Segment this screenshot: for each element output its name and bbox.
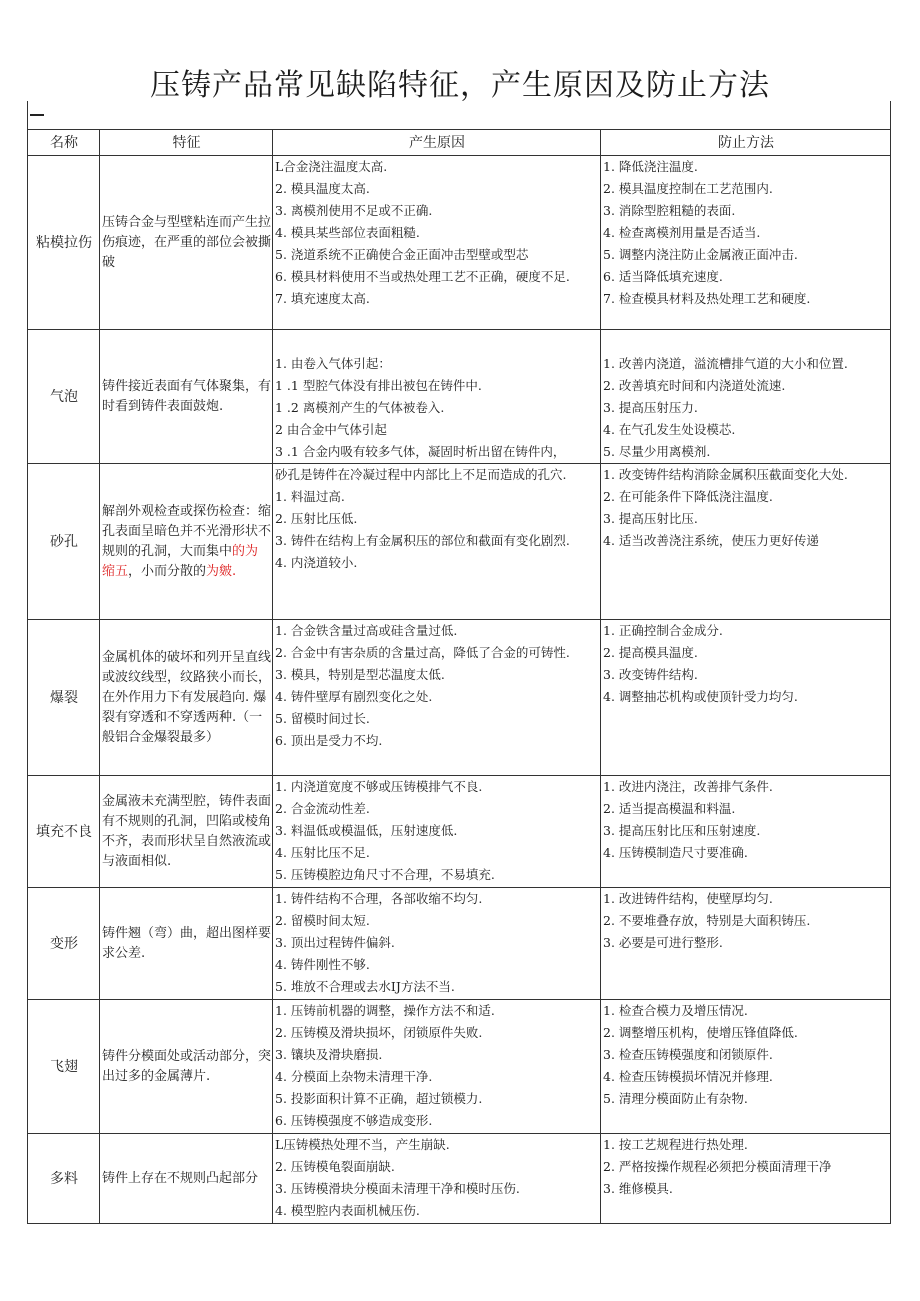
defect-causes [273,464,601,620]
prevention-item: 3. 提高压射压力. [603,400,698,415]
prevention-item: 3. 提高压射比压和压射速度. [603,823,761,838]
defect-causes [273,156,601,330]
cause-item: 2. 合金中有害杂质的含量过高，降低了合金的可铸性. [275,645,570,660]
cause-item: 5. 堆放不合理或去水IJ方法不当. [275,979,455,994]
prevention-item: 2. 不要堆叠存放，特别是大面积铸压. [603,913,811,928]
defect-name: 填充不良 [28,776,100,888]
prevention-item: 6. 适当降低填充速度. [603,269,723,284]
defect-feature: 金属液未充满型腔，铸件表面有不规则的孔洞，凹陷或棱角不齐，表而形状呈自然液流或与液面相似. [100,776,273,888]
table-frame-top [27,101,891,130]
prevention-item: 4. 压铸模制造尺寸要准确. [603,845,748,860]
defect-causes [273,330,601,464]
header-cause: 产生原因 [273,130,601,156]
cause-item: 2 由合金中气体引起 [275,422,387,437]
defect-name: 粘模拉伤 [28,156,100,330]
defect-causes [273,1000,601,1134]
cause-item: 1. 合金铁含量过高或硅含量过低. [275,623,458,638]
cause-item: 3. 模具，特别是型芯温度太低. [275,667,445,682]
cause-item: 3. 铸件在结构上有金属积压的部位和截面有变化剧烈. [275,533,570,548]
feature-text: 解剖外观检查或探伤检查：缩孔表面呈暗色并不光滑形状不规则的孔洞，大而集中 [102,503,272,559]
cause-item: 3. 镶块及滑块磨损. [275,1047,383,1062]
cause-item: 2. 留模时间太短. [275,913,370,928]
prevention-item: 5. 尽量少用离模剂. [603,444,711,459]
prevention-item: 4. 调整抽芯机构或使顶针受力均匀. [603,689,798,704]
feature-text-red: 的为缩五 [102,543,259,579]
prevention-item: 2. 调整增压机构，使增压锋值降低. [603,1025,798,1040]
feature-text-red: 为皴. [206,563,237,579]
cause-item: 1 .1 型腔气体没有排出被包在铸件中. [275,378,482,393]
cause-item: 2. 模具温度太高. [275,181,370,196]
defect-name: 变形 [28,888,100,1000]
page-title: 压铸产品常见缺陷特征，产生原因及防止方法 [150,68,770,103]
cause-item: 4. 铸件刚性不够. [275,957,370,972]
prevention-item: 3. 必要是可进行整形. [603,935,723,950]
prevention-item: 4. 检查离模剂用量是否适当. [603,225,761,240]
cause-item: 4. 铸件壁厚有剧烈变化之处. [275,689,433,704]
cause-item: 砂孔是铸件在冷凝过程中内部比上不足而造成的孔穴. [275,467,567,482]
defect-feature [100,464,273,620]
cause-item: 4. 内浇道较小. [275,555,358,570]
prevention-item: 7. 检查模具材料及热处理工艺和硬度. [603,291,811,306]
defect-feature: 压铸合金与型壁粘连而产生拉伤痕迹，在严重的部位会被撕破 [100,156,273,330]
defect-causes [273,888,601,1000]
prevention-item: 1. 改进内浇注，改善排气条件. [603,779,773,794]
cause-item: 4. 压射比压不足. [275,845,370,860]
cause-item: 3. 压铸模滑块分模面未清理干净和模时压伤. [275,1181,520,1196]
cause-item: 3. 离模剂使用不足或不正确. [275,203,433,218]
defect-feature: 金属机体的破坏和列开呈直线或波纹线型，纹路狭小而长，在外作用力下有发展趋向. 爆裂有穿透和不穿透两种.（一般铝合金爆裂最多） [100,620,273,776]
cause-item: 2. 压铸模及滑块损坏，闭锁原件失败. [275,1025,483,1040]
cause-item: 5. 留模时间过长. [275,711,370,726]
table-row [28,1134,891,1224]
cause-item: 1. 压铸前机器的调整，操作方法不和适. [275,1003,495,1018]
cause-item: 3. 顶出过程铸件偏斜. [275,935,395,950]
prevention-item: 3. 消除型腔粗糙的表面. [603,203,736,218]
prevention-item: 3. 改变铸件结构. [603,667,698,682]
prevention-item: 4. 检查压铸模损坏情况并修理. [603,1069,773,1084]
cause-item: 2. 压射比压低. [275,511,358,526]
prevention-item: 5. 清理分模面防止有杂物. [603,1091,748,1106]
prevention-item: 1. 改变铸件结构消除金属积压截面变化大处. [603,467,848,482]
cause-item: 1. 料温过高. [275,489,345,504]
prevention-item: 3. 检查压铸模强度和闭锁原件. [603,1047,773,1062]
cause-item: L压铸模热处理不当，产生崩缺. [275,1137,450,1152]
cause-item: 1. 铸件结构不合理，各部收缩不均匀. [275,891,483,906]
defect-preventions [601,330,891,464]
header-row [28,130,891,156]
defect-causes [273,776,601,888]
table-row [28,620,891,776]
defect-preventions [601,1134,891,1224]
defect-name: 爆裂 [28,620,100,776]
header-prevention: 防止方法 [601,130,891,156]
prevention-item: 2. 在可能条件下降低浇注温度. [603,489,773,504]
cause-item: 6. 模具材料使用不当或热处理工艺不正确，硬度不足. [275,269,570,284]
prevention-item: 3. 维修模具. [603,1181,673,1196]
prevention-item: 2. 适当提高模温和料温. [603,801,736,816]
cause-item: 3 .1 合金内吸有较多气体，凝固时析出留在铸件内， [275,444,566,459]
cause-item: 4. 模具某些部位表面粗糙. [275,225,420,240]
prevention-item: 2. 严格按操作规程必须把分模面清理干净 [603,1159,832,1174]
table-row [28,464,891,620]
frame-dash-mark [30,114,44,116]
table-row [28,1000,891,1134]
prevention-item: 1. 改善内浇道，溢流槽排气道的大小和位置. [603,356,848,371]
cause-item: 5. 压铸模腔边角尺寸不合理，不易填充. [275,867,495,882]
prevention-item: 1. 正确控制合金成分. [603,623,723,638]
prevention-item: 3. 提高压射比压. [603,511,698,526]
defect-preventions [601,1000,891,1134]
prevention-item: 1. 降低浇注温度. [603,159,698,174]
defect-preventions [601,776,891,888]
cause-item: 7. 填充速度太高. [275,291,370,306]
table-row [28,888,891,1000]
cause-item: 6. 顶出是受力不均. [275,733,383,748]
cause-item: L合金浇注温度太高. [275,159,388,174]
defect-feature: 铸件上存在不规则凸起部分 [100,1134,273,1224]
header-name: 名称 [28,130,100,156]
cause-item: 6. 压铸模强度不够造成变形. [275,1113,433,1128]
prevention-item: 2. 提高模具温度. [603,645,698,660]
defect-feature: 铸件翘（弯）曲，超出图样要求公差. [100,888,273,1000]
defect-name: 气泡 [28,330,100,464]
cause-item: 4. 模型腔内表面机械压伤. [275,1203,420,1218]
prevention-item: 2. 改善填充时间和内浇道处流速. [603,378,786,393]
defect-preventions [601,156,891,330]
cause-item: 5. 投影面积计算不正确，超过锁模力. [275,1091,483,1106]
prevention-item: 4. 适当改善浇注系统，使压力更好传递 [603,533,819,548]
cause-item: 1. 内浇道宽度不够或压铸模排气不良. [275,779,483,794]
prevention-item: 1. 按工艺规程进行热处理. [603,1137,748,1152]
prevention-item: 2. 模具温度控制在工艺范围内. [603,181,773,196]
defect-name: 砂孔 [28,464,100,620]
prevention-item: 5. 调整内浇注防止金属液正面冲击. [603,247,798,262]
cause-item: 5. 浇道系统不正确使合金正面冲击型壁或型芯 [275,247,529,262]
defects-table [27,129,891,1224]
defect-causes [273,1134,601,1224]
feature-text: ，小而分散的 [128,563,207,579]
cause-item: 2. 压铸模龟裂面崩缺. [275,1159,395,1174]
defect-preventions [601,620,891,776]
defect-name: 多料 [28,1134,100,1224]
cause-item: 3. 料温低或模温低，压射速度低. [275,823,458,838]
defect-causes [273,620,601,776]
prevention-item: 1. 改进铸件结构，使壁厚均匀. [603,891,773,906]
cause-item: 1 .2 离模剂产生的气体被卷入. [275,400,445,415]
cause-item: 4. 分模面上杂物未清理干净. [275,1069,433,1084]
cause-item: 2. 合金流动性差. [275,801,370,816]
defect-feature: 铸件分模面处或活动部分，突出过多的金属薄片. [100,1000,273,1134]
cause-item: 1. 由卷入气体引起： [275,356,391,371]
defect-preventions [601,464,891,620]
table-row [28,330,891,464]
defect-name: 飞翅 [28,1000,100,1134]
table-row [28,776,891,888]
defect-preventions [601,888,891,1000]
defect-feature: 铸件接近表面有气体聚集，有时看到铸件表面鼓炮. [100,330,273,464]
header-feature: 特征 [100,130,273,156]
prevention-item: 1. 检查合模力及增压情况. [603,1003,748,1018]
prevention-item: 4. 在气孔发生处设模芯. [603,422,736,437]
table-row [28,156,891,330]
